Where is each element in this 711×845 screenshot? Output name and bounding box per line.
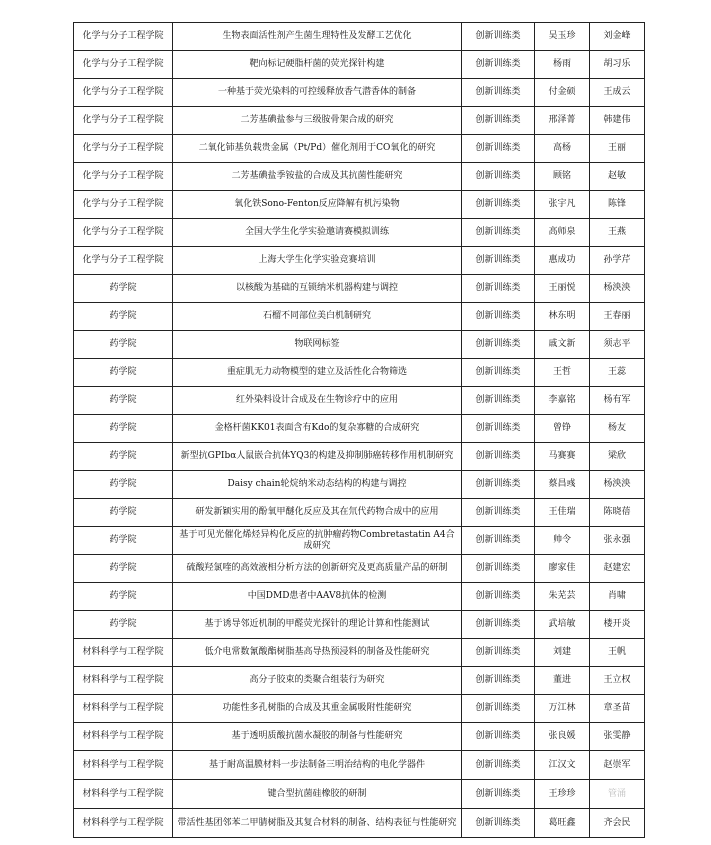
project-name-cell: 新型抗GPIbα人鼠嵌合抗体YQ3的构建及抑制肺癌转移作用机制研究 [173, 443, 462, 471]
college-cell: 药学院 [74, 415, 173, 443]
project-name-cell: 基于诱导邻近机制的甲醛荧光探针的理论计算和性能测试 [173, 611, 462, 639]
advisor-cell: 王帆 [590, 639, 645, 667]
advisor-cell: 楼开炎 [590, 611, 645, 639]
project-type-cell: 创新训练类 [462, 611, 535, 639]
project-name-cell: 靶向标记硬脂杆菌的荧光探针构建 [173, 51, 462, 79]
project-name-cell: 功能性多孔树脂的合成及其重金属吸附性能研究 [173, 695, 462, 723]
project-name-cell: 低介电常数氰酸酯树脂基高导热预浸料的制备及性能研究 [173, 639, 462, 667]
leader-cell: 朱芜芸 [535, 583, 590, 611]
college-cell: 药学院 [74, 471, 173, 499]
leader-cell: 邢泽菁 [535, 107, 590, 135]
table-row [74, 527, 645, 555]
leader-cell: 王珍珍 [535, 780, 590, 809]
leader-cell: 万江林 [535, 695, 590, 723]
project-name-cell: 生物表面活性剂产生菌生理特性及发酵工艺优化 [173, 23, 462, 51]
college-cell: 材料科学与工程学院 [74, 639, 173, 667]
advisor-cell: 孙学芹 [590, 247, 645, 275]
leader-cell: 武培敏 [535, 611, 590, 639]
college-cell: 药学院 [74, 275, 173, 303]
college-cell: 药学院 [74, 359, 173, 387]
leader-cell: 顾铭 [535, 163, 590, 191]
college-cell: 药学院 [74, 331, 173, 359]
leader-cell: 张宇凡 [535, 191, 590, 219]
project-type-cell: 创新训练类 [462, 23, 535, 51]
project-name-cell: 中国DMD患者中AAV8抗体的检测 [173, 583, 462, 611]
advisor-cell: 刘金峰 [590, 23, 645, 51]
leader-cell: 刘建 [535, 639, 590, 667]
leader-cell: 曾铮 [535, 415, 590, 443]
project-name-cell: 二氧化铈基负载贵金属（Pt/Pd）催化剂用于CO氧化的研究 [173, 135, 462, 163]
table-row [74, 247, 645, 275]
college-cell: 材料科学与工程学院 [74, 809, 173, 838]
project-name-cell: 全国大学生化学实验邀请赛模拟训练 [173, 219, 462, 247]
project-type-cell: 创新训练类 [462, 135, 535, 163]
college-cell: 化学与分子工程学院 [74, 247, 173, 275]
project-type-cell: 创新训练类 [462, 387, 535, 415]
project-name-cell: 红外染料设计合成及在生物诊疗中的应用 [173, 387, 462, 415]
advisor-cell: 陈晓蓓 [590, 499, 645, 527]
table-row [74, 107, 645, 135]
project-table [73, 22, 645, 838]
table-row [74, 135, 645, 163]
table-row [74, 809, 645, 838]
leader-cell: 李嘉铭 [535, 387, 590, 415]
college-cell: 化学与分子工程学院 [74, 135, 173, 163]
document-page [73, 22, 645, 838]
project-name-cell: 重症肌无力动物模型的建立及活性化合物筛选 [173, 359, 462, 387]
college-cell: 化学与分子工程学院 [74, 79, 173, 107]
table-row [74, 583, 645, 611]
project-type-cell: 创新训练类 [462, 527, 535, 555]
project-name-cell: 石榴不同部位美白机制研究 [173, 303, 462, 331]
project-name-cell: 硫酸羟氯喹的高效液相分析方法的创新研究及更高质量产品的研制 [173, 555, 462, 583]
table-row [74, 23, 645, 51]
project-name-cell: 基于透明质酸抗菌水凝胶的制备与性能研究 [173, 723, 462, 751]
advisor-cell: 齐会民 [590, 809, 645, 838]
leader-cell: 吴玉珍 [535, 23, 590, 51]
table-row [74, 79, 645, 107]
advisor-cell: 张永强 [590, 527, 645, 555]
leader-cell: 张良媛 [535, 723, 590, 751]
college-cell: 药学院 [74, 387, 173, 415]
project-name-cell: 二芳基碘盐季铵盐的合成及其抗菌性能研究 [173, 163, 462, 191]
college-cell: 药学院 [74, 611, 173, 639]
project-type-cell: 创新训练类 [462, 275, 535, 303]
college-cell: 化学与分子工程学院 [74, 23, 173, 51]
advisor-cell: 王春丽 [590, 303, 645, 331]
table-row [74, 219, 645, 247]
leader-cell: 付金硕 [535, 79, 590, 107]
advisor-cell: 管涌 [590, 780, 645, 809]
table-row [74, 51, 645, 79]
leader-cell: 蔡昌彧 [535, 471, 590, 499]
leader-cell: 王丽悦 [535, 275, 590, 303]
table-row [74, 723, 645, 751]
advisor-cell: 梁欣 [590, 443, 645, 471]
table-row [74, 499, 645, 527]
advisor-cell: 张雯静 [590, 723, 645, 751]
project-type-cell: 创新训练类 [462, 443, 535, 471]
project-type-cell: 创新训练类 [462, 639, 535, 667]
college-cell: 材料科学与工程学院 [74, 723, 173, 751]
project-type-cell: 创新训练类 [462, 667, 535, 695]
project-type-cell: 创新训练类 [462, 51, 535, 79]
project-type-cell: 创新训练类 [462, 499, 535, 527]
advisor-cell: 胡习乐 [590, 51, 645, 79]
college-cell: 化学与分子工程学院 [74, 163, 173, 191]
project-type-cell: 创新训练类 [462, 163, 535, 191]
table-row [74, 471, 645, 499]
college-cell: 药学院 [74, 443, 173, 471]
project-name-cell: Daisy chain轮烷纳米动态结构的构建与调控 [173, 471, 462, 499]
project-name-cell: 氧化铁Sono-Fenton反应降解有机污染物 [173, 191, 462, 219]
project-type-cell: 创新训练类 [462, 191, 535, 219]
college-cell: 材料科学与工程学院 [74, 780, 173, 809]
project-type-cell: 创新训练类 [462, 809, 535, 838]
project-type-cell: 创新训练类 [462, 415, 535, 443]
leader-cell: 马赛赛 [535, 443, 590, 471]
advisor-cell: 韩建伟 [590, 107, 645, 135]
advisor-cell: 王丽 [590, 135, 645, 163]
leader-cell: 惠成功 [535, 247, 590, 275]
leader-cell: 杨雨 [535, 51, 590, 79]
table-row [74, 387, 645, 415]
leader-cell: 王佳瑞 [535, 499, 590, 527]
leader-cell: 高杨 [535, 135, 590, 163]
college-cell: 药学院 [74, 499, 173, 527]
leader-cell: 帅令 [535, 527, 590, 555]
project-name-cell: 键合型抗菌硅橡胶的研制 [173, 780, 462, 809]
college-cell: 药学院 [74, 555, 173, 583]
leader-cell: 葛旺鑫 [535, 809, 590, 838]
advisor-cell: 赵建宏 [590, 555, 645, 583]
project-type-cell: 创新训练类 [462, 751, 535, 780]
table-row [74, 695, 645, 723]
project-type-cell: 创新训练类 [462, 107, 535, 135]
college-cell: 化学与分子工程学院 [74, 51, 173, 79]
table-row [74, 780, 645, 809]
table-row [74, 331, 645, 359]
college-cell: 材料科学与工程学院 [74, 751, 173, 780]
table-row [74, 555, 645, 583]
table-row [74, 163, 645, 191]
project-name-cell: 带活性基团邻苯二甲腈树脂及其复合材料的制备、结构表征与性能研究 [173, 809, 462, 838]
college-cell: 药学院 [74, 527, 173, 555]
college-cell: 药学院 [74, 303, 173, 331]
advisor-cell: 须志平 [590, 331, 645, 359]
advisor-cell: 王燕 [590, 219, 645, 247]
project-type-cell: 创新训练类 [462, 303, 535, 331]
college-cell: 材料科学与工程学院 [74, 667, 173, 695]
college-cell: 化学与分子工程学院 [74, 107, 173, 135]
project-type-cell: 创新训练类 [462, 723, 535, 751]
leader-cell: 王哲 [535, 359, 590, 387]
table-row [74, 415, 645, 443]
project-type-cell: 创新训练类 [462, 79, 535, 107]
advisor-cell: 肖啸 [590, 583, 645, 611]
advisor-cell: 杨泱泱 [590, 275, 645, 303]
table-row [74, 275, 645, 303]
project-name-cell: 二芳基碘盐参与三级胺骨架合成的研究 [173, 107, 462, 135]
advisor-cell: 赵敏 [590, 163, 645, 191]
leader-cell: 董进 [535, 667, 590, 695]
table-row [74, 611, 645, 639]
advisor-cell: 赵崇军 [590, 751, 645, 780]
project-type-cell: 创新训练类 [462, 471, 535, 499]
project-name-cell: 一种基于荧光染料的可控缓释放香气潜香体的制备 [173, 79, 462, 107]
project-type-cell: 创新训练类 [462, 359, 535, 387]
project-name-cell: 基于可见光催化烯烃异构化反应的抗肿瘤药物Combretastatin A4合成研究 [173, 527, 462, 555]
project-name-cell: 上海大学生化学实验竞赛培训 [173, 247, 462, 275]
project-type-cell: 创新训练类 [462, 331, 535, 359]
project-type-cell: 创新训练类 [462, 780, 535, 809]
table-row [74, 359, 645, 387]
project-name-cell: 金格杆菌KK01表面含有Kdo的复杂寡糖的合成研究 [173, 415, 462, 443]
project-table-body [74, 23, 645, 838]
table-row [74, 191, 645, 219]
advisor-cell: 杨泱泱 [590, 471, 645, 499]
advisor-cell: 杨友 [590, 415, 645, 443]
leader-cell: 戚文新 [535, 331, 590, 359]
college-cell: 化学与分子工程学院 [74, 191, 173, 219]
table-row [74, 303, 645, 331]
college-cell: 化学与分子工程学院 [74, 219, 173, 247]
leader-cell: 廖家佳 [535, 555, 590, 583]
table-row [74, 667, 645, 695]
project-name-cell: 高分子胶束的类聚合组装行为研究 [173, 667, 462, 695]
leader-cell: 江汉文 [535, 751, 590, 780]
college-cell: 材料科学与工程学院 [74, 695, 173, 723]
advisor-cell: 王成云 [590, 79, 645, 107]
project-name-cell: 物联网标签 [173, 331, 462, 359]
advisor-cell: 王立权 [590, 667, 645, 695]
advisor-cell: 杨有军 [590, 387, 645, 415]
table-row [74, 751, 645, 780]
advisor-cell: 章圣苗 [590, 695, 645, 723]
project-type-cell: 创新训练类 [462, 555, 535, 583]
advisor-cell: 陈锋 [590, 191, 645, 219]
project-type-cell: 创新训练类 [462, 583, 535, 611]
table-row [74, 443, 645, 471]
project-type-cell: 创新训练类 [462, 695, 535, 723]
project-type-cell: 创新训练类 [462, 219, 535, 247]
leader-cell: 林东明 [535, 303, 590, 331]
table-row [74, 639, 645, 667]
project-name-cell: 研发新颖实用的酚氧甲醚化反应及其在氘代药物合成中的应用 [173, 499, 462, 527]
leader-cell: 高师泉 [535, 219, 590, 247]
advisor-cell: 王蕊 [590, 359, 645, 387]
project-name-cell: 以核酸为基础的互锁纳米机器构建与调控 [173, 275, 462, 303]
project-name-cell: 基于耐高温膜材料一步法制备三明治结构的电化学器件 [173, 751, 462, 780]
college-cell: 药学院 [74, 583, 173, 611]
project-type-cell: 创新训练类 [462, 247, 535, 275]
